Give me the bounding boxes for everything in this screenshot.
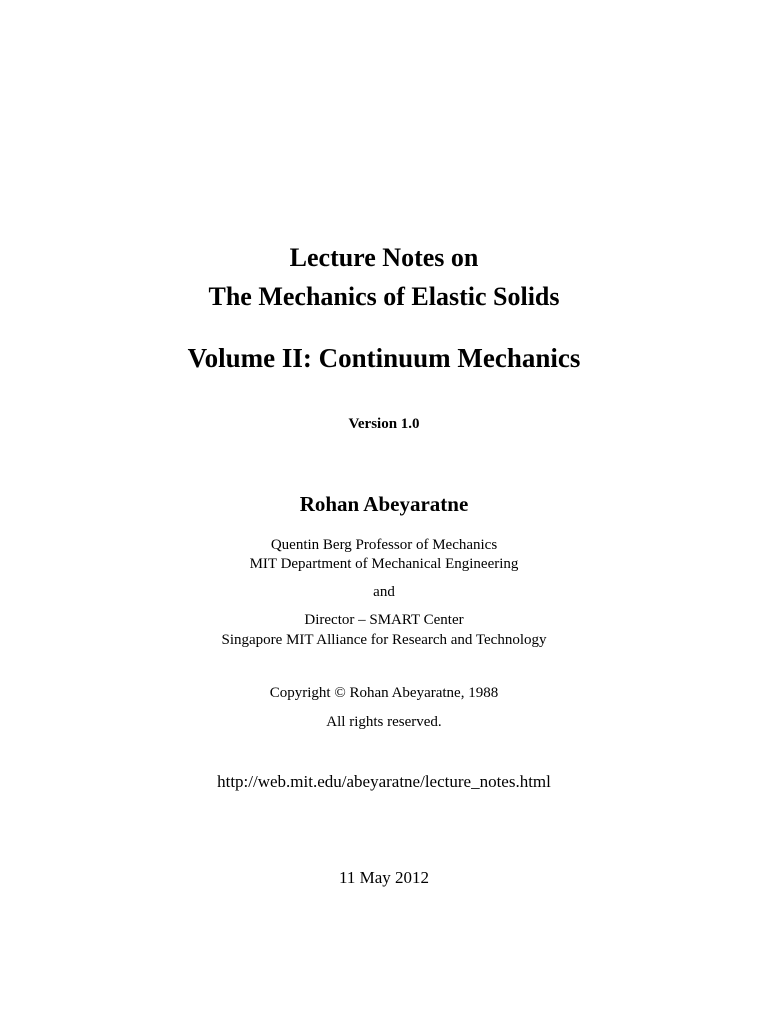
volume-title: Volume II: Continuum Mechanics: [187, 343, 581, 373]
author-department: MIT Department of Mechanical Engineering: [249, 556, 519, 572]
version-label: Version 1.0: [348, 416, 420, 432]
rights-statement: All rights reserved.: [326, 714, 442, 730]
publication-date: 11 May 2012: [338, 868, 430, 887]
affiliation-conjunction: and: [373, 584, 395, 600]
author-position: Quentin Berg Professor of Mechanics: [270, 537, 498, 553]
author-name: Rohan Abeyaratne: [299, 492, 469, 516]
copyright-notice: Copyright © Rohan Abeyaratne, 1988: [269, 685, 499, 701]
lecture-notes-url[interactable]: http://web.mit.edu/abeyaratne/lecture_notes.html: [217, 772, 551, 791]
title-line-1: Lecture Notes on: [289, 243, 479, 272]
author-director-role: Director – SMART Center: [304, 612, 464, 628]
title-line-2: The Mechanics of Elastic Solids: [208, 282, 560, 311]
author-alliance: Singapore MIT Alliance for Research and Technology: [221, 632, 547, 648]
